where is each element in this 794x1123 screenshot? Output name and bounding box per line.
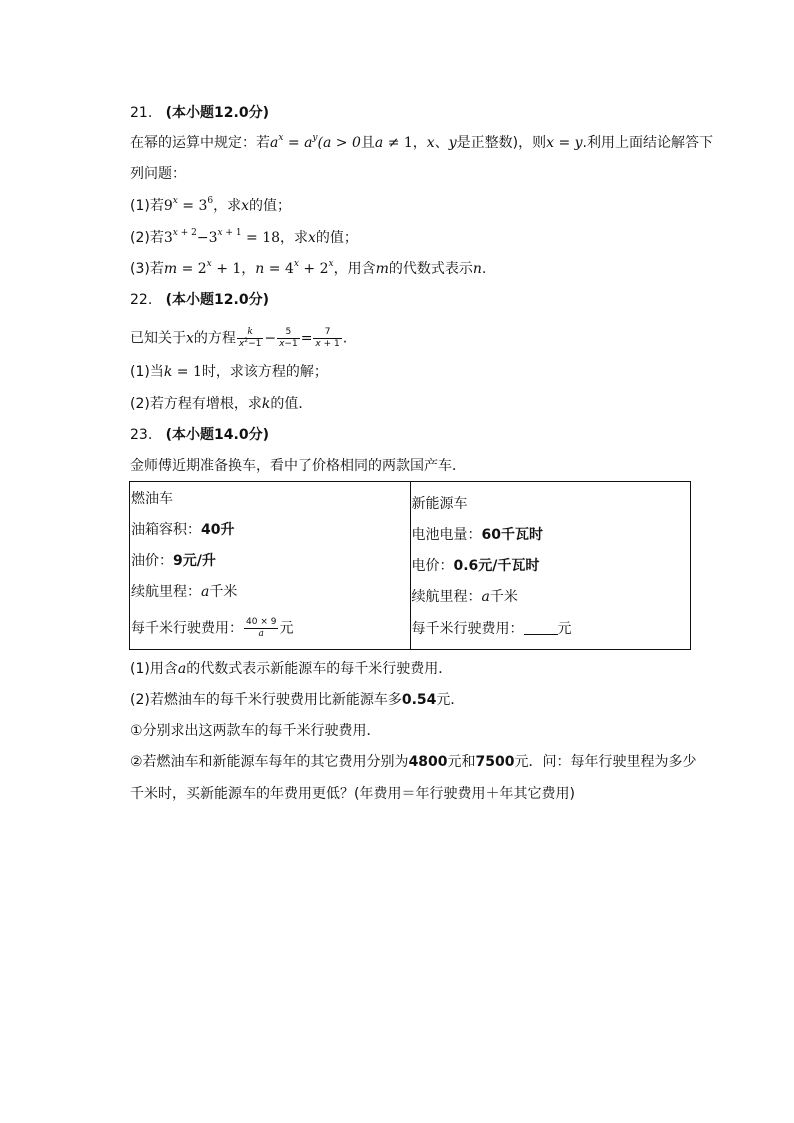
fuel-tank-label: 油箱容积： xyxy=(131,522,201,538)
q23-number: 23. xyxy=(130,427,153,443)
q21-part2: (2)若$3^{x + 2}-3^{x + 1} = 18$，求x的值； xyxy=(130,228,358,246)
battery-value: 60千瓦时 xyxy=(481,527,543,543)
q22-stem-b: 的方程 xyxy=(193,330,236,347)
q21-p2-prefix: (2)若 xyxy=(130,230,164,246)
q21-part3: (3)若$m = 2^x + 1$，$n = 4^x + 2^x$，用含m的代数式表示n. xyxy=(130,259,487,277)
q23-score: (本小题14.0分) xyxy=(165,427,269,443)
q23-s2-ev-other: 7500 xyxy=(475,754,515,770)
q23-header xyxy=(130,425,269,445)
fraction-fuel-cost: $\frac{40 \times 9}{a}$ xyxy=(246,617,277,639)
fuel-car-cell xyxy=(130,482,411,650)
fuel-price-value: 9元/升 xyxy=(173,553,216,569)
q22-p2-b: 的值． xyxy=(270,396,313,412)
q21-header xyxy=(130,103,269,123)
elec-price-label: 电价： xyxy=(411,558,454,574)
fraction-5: $\frac{5}{x-1}$ xyxy=(279,327,298,349)
q21-p2-mid: ，求 xyxy=(280,230,309,246)
q21-stem-text-c: 利用上面结论解答下 xyxy=(587,135,713,151)
q21-p1-prefix: (1)若 xyxy=(130,198,164,214)
q23-s2-c: 元和 xyxy=(447,754,476,770)
elec-price-value: 0.6元/千瓦时 xyxy=(453,558,540,574)
q21-part1: (1)若$9^x = 3^6$，求x的值； xyxy=(130,196,292,214)
q22-p1-a: (1)当 xyxy=(130,364,164,380)
q21-stem-line2: 列问题： xyxy=(130,166,186,182)
q21-stem-text-a: 在幂的运算中规定：若 xyxy=(130,135,270,151)
ev-cost-unit: 元 xyxy=(557,621,572,637)
q22-number: 22. xyxy=(130,292,153,308)
q21-p3-prefix: (3)若 xyxy=(130,261,164,277)
fuel-range-row: 续航里程：a千米 xyxy=(131,584,238,600)
fuel-range-label: 续航里程： xyxy=(131,584,201,600)
q22-header xyxy=(130,290,269,310)
fraction-7: $\frac{7}{x + 1}$ xyxy=(315,327,340,349)
ev-cost-row xyxy=(412,619,572,639)
ev-car-title: 新能源车 xyxy=(411,496,468,512)
q23-p1-b: 的代数式表示新能源车的每千米行驶费用． xyxy=(186,661,453,677)
q21-p1-suffix: 的值； xyxy=(249,198,292,214)
fuel-tank-row xyxy=(131,520,234,540)
elec-price-row xyxy=(412,556,540,576)
fuel-range-unit: 千米 xyxy=(209,584,238,600)
q21-stem-text-b: 是正整数)，则 xyxy=(456,135,547,151)
car-comparison-table xyxy=(129,481,691,650)
q23-s2-fuel-other: 4800 xyxy=(408,754,448,770)
fuel-price-label: 油价： xyxy=(131,553,173,569)
q23-sub1: ①分别求出这两款车的每千米行驶费用． xyxy=(130,723,381,739)
q23-intro: 金师傅近期准备换车，看中了价格相同的两款国产车． xyxy=(130,458,466,474)
q21-p2-suffix: 的值； xyxy=(315,230,358,246)
q22-p1-b: 时，求该方程的解； xyxy=(201,364,328,380)
q23-s2-e: 元．问：每年行驶里程为多少 xyxy=(514,754,697,770)
battery-row xyxy=(412,525,543,545)
ev-range-unit: 千米 xyxy=(489,589,518,605)
q23-sub2-line1 xyxy=(130,752,697,772)
q22-stem-a: 已知关于 xyxy=(130,330,186,347)
formula-q21-1: $9^x = 3^6$ xyxy=(163,196,214,214)
q23-p1-a: (1)用含 xyxy=(130,661,178,677)
ev-car-cell xyxy=(410,482,691,650)
battery-label: 电池电量： xyxy=(411,527,482,543)
q23-part2 xyxy=(130,690,464,710)
q22-part1 xyxy=(130,362,328,382)
ev-cost-label: 每千米行驶费用： xyxy=(411,621,524,637)
formula-q21-3: $m = 2^x + 1$，$n = 4^x + 2^x$ xyxy=(163,259,334,277)
formula-rule: $a^x = a^y(a > 0$ xyxy=(270,133,361,151)
fuel-cost-label: 每千米行驶费用： xyxy=(131,620,243,637)
q22-score: (本小题12.0分) xyxy=(165,292,269,308)
q21-p3-mid: ，用含 xyxy=(333,261,376,277)
q22-p2-a: (2)若方程有增根，求 xyxy=(130,396,262,412)
q21-stem-line1: 在幂的运算中规定：若$a^x = a^y(a > 0$且a ≠ 1，x、y是正整数)，则x = y.利用上面结论解答下 xyxy=(130,133,713,151)
fuel-tank-value: 40升 xyxy=(201,522,235,538)
q23-p2-c: 元． xyxy=(436,692,465,708)
formula-k-equals-1: k = 1 xyxy=(163,364,202,380)
answer-blank xyxy=(524,620,558,635)
fuel-price-row xyxy=(131,551,216,571)
formula-q21-2: $3^{x + 2}-3^{x + 1} = 18$ xyxy=(163,228,281,246)
q23-p2-a: (2)若燃油车的每千米行驶费用比新能源车多 xyxy=(130,692,402,708)
q21-p3-suffix: 的代数式表示 xyxy=(388,261,473,277)
fuel-cost-unit: 元 xyxy=(279,620,294,637)
q23-s2-a: ②若燃油车和新能源车每年的其它费用分别为 xyxy=(130,754,409,770)
q23-part1: (1)用含a的代数式表示新能源车的每千米行驶费用． xyxy=(130,661,453,677)
q23-p2-value: 0.54 xyxy=(401,692,437,708)
ev-range-label: 续航里程： xyxy=(411,589,482,605)
fuel-cost-row xyxy=(131,617,293,640)
q22-part2: (2)若方程有增根，求k的值． xyxy=(130,396,313,412)
q21-number: 21. xyxy=(130,105,153,121)
ev-range-row: 续航里程：a千米 xyxy=(411,589,518,605)
q21-score: (本小题12.0分) xyxy=(165,105,269,121)
fraction-k: $\frac{k}{x^2-1}$ xyxy=(238,327,262,349)
fuel-car-title: 燃油车 xyxy=(131,491,173,507)
q22-stem: 已知关于x的方程 $\frac{k}{x^2-1}$ − $\frac{5}{x-1}$ = $\frac{7}{x + 1}$ . xyxy=(130,327,348,349)
q23-sub2-line2: 千米时，买新能源车的年费用更低？(年费用＝年行驶费用＋年其它费用) xyxy=(130,786,575,802)
q21-p1-mid: ，求 xyxy=(213,198,242,214)
